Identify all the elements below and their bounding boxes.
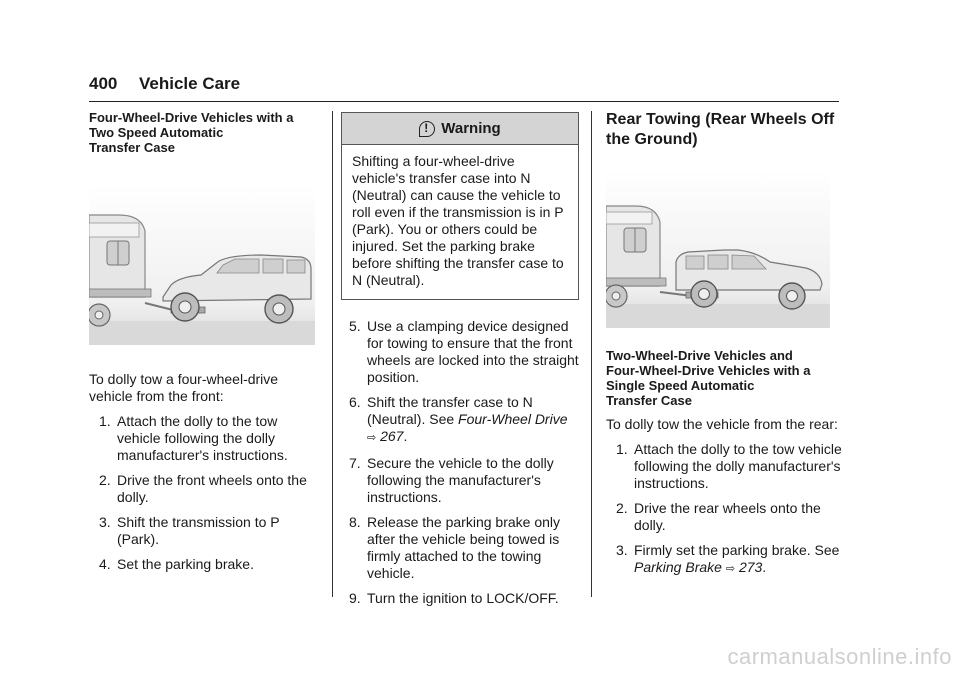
list-item: 3. Shift the transmission to P (Park). bbox=[99, 514, 280, 547]
rear-towing-heading: Rear Towing (Rear Wheels Off the Ground) bbox=[606, 111, 835, 148]
section-title: Vehicle Care bbox=[139, 74, 241, 93]
page-reference-icon: ⇨ bbox=[725, 563, 736, 575]
rear-tow-image bbox=[606, 170, 830, 328]
column-1 bbox=[89, 110, 322, 581]
parking-brake-link[interactable]: Parking Brake bbox=[634, 559, 722, 575]
list-item: 3. Firmly set the parking brake. See Parking Brake ⇨ 273. bbox=[616, 542, 840, 575]
front-tow-image bbox=[89, 185, 315, 345]
front-dolly-tow-illustration bbox=[89, 185, 315, 345]
front-tow-steps-continued bbox=[341, 318, 579, 607]
warning-box bbox=[341, 112, 579, 300]
list-item: 2. Drive the rear wheels onto the dolly. bbox=[616, 500, 821, 533]
list-item: 8. Release the parking brake only after the vehicle being towed is firmly attached to the towing vehicle. bbox=[349, 514, 561, 581]
warning-icon bbox=[419, 121, 435, 137]
four-wheel-drive-link[interactable]: Four-Wheel Drive bbox=[458, 411, 568, 427]
list-item: 9. Turn the ignition to LOCK/OFF. bbox=[349, 590, 559, 606]
column-divider-left bbox=[332, 111, 333, 597]
rear-intro-text: To dolly tow the vehicle from the rear: bbox=[606, 416, 838, 432]
subheading-2wd-single-speed: Two-Wheel-Drive Vehicles and Four-Wheel-Drive Vehicles with a Single Speed Automatic Transfer Case bbox=[606, 348, 811, 408]
rear-tow-steps bbox=[606, 441, 842, 578]
watermark: carmanualsonline.info bbox=[727, 644, 952, 669]
rear-dolly-tow-illustration bbox=[606, 170, 830, 328]
list-item: 1. Attach the dolly to the tow vehicle following the dolly manufacturer's instructions. bbox=[99, 413, 288, 463]
list-item: 6. Shift the transfer case to N (Neutral). See Four-Wheel Drive ⇨ 267. bbox=[349, 394, 568, 444]
list-item: 7. Secure the vehicle to the dolly following the manufacturer's instructions. bbox=[349, 455, 554, 505]
front-tow-steps bbox=[89, 413, 322, 573]
column-2 bbox=[341, 110, 579, 615]
warning-header bbox=[342, 113, 578, 145]
column-divider-right bbox=[591, 111, 592, 597]
page-header bbox=[89, 72, 839, 102]
subheading-4wd-two-speed: Four-Wheel-Drive Vehicles with a Two Speed Automatic Transfer Case bbox=[89, 110, 294, 155]
list-item: 5. Use a clamping device designed for towing to ensure that the front wheels are locked into the straight position. bbox=[349, 318, 579, 385]
page-number: 400 bbox=[89, 74, 118, 93]
warning-title: Warning bbox=[441, 120, 501, 137]
list-item: 2. Drive the front wheels onto the dolly. bbox=[99, 472, 307, 505]
page-reference[interactable]: 267 bbox=[380, 428, 404, 444]
list-item: 1. Attach the dolly to the tow vehicle following the dolly manufacturer's instructions. bbox=[616, 441, 842, 491]
list-item: 4. Set the parking brake. bbox=[99, 556, 254, 572]
page-reference[interactable]: 273 bbox=[738, 559, 763, 575]
intro-text: To dolly tow a four-wheel-drive vehicle from the front: bbox=[89, 371, 279, 404]
column-3 bbox=[606, 110, 842, 586]
page-reference-icon: ⇨ bbox=[367, 432, 377, 444]
warning-text: Shifting a four-wheel-drive vehicle's transfer case into N (Neutral) can cause the vehicle to roll even if the transmission is in P (Park). You or others could be injured. Set the parking brake before shifting the transfer case to N (Neutral). bbox=[352, 153, 564, 288]
